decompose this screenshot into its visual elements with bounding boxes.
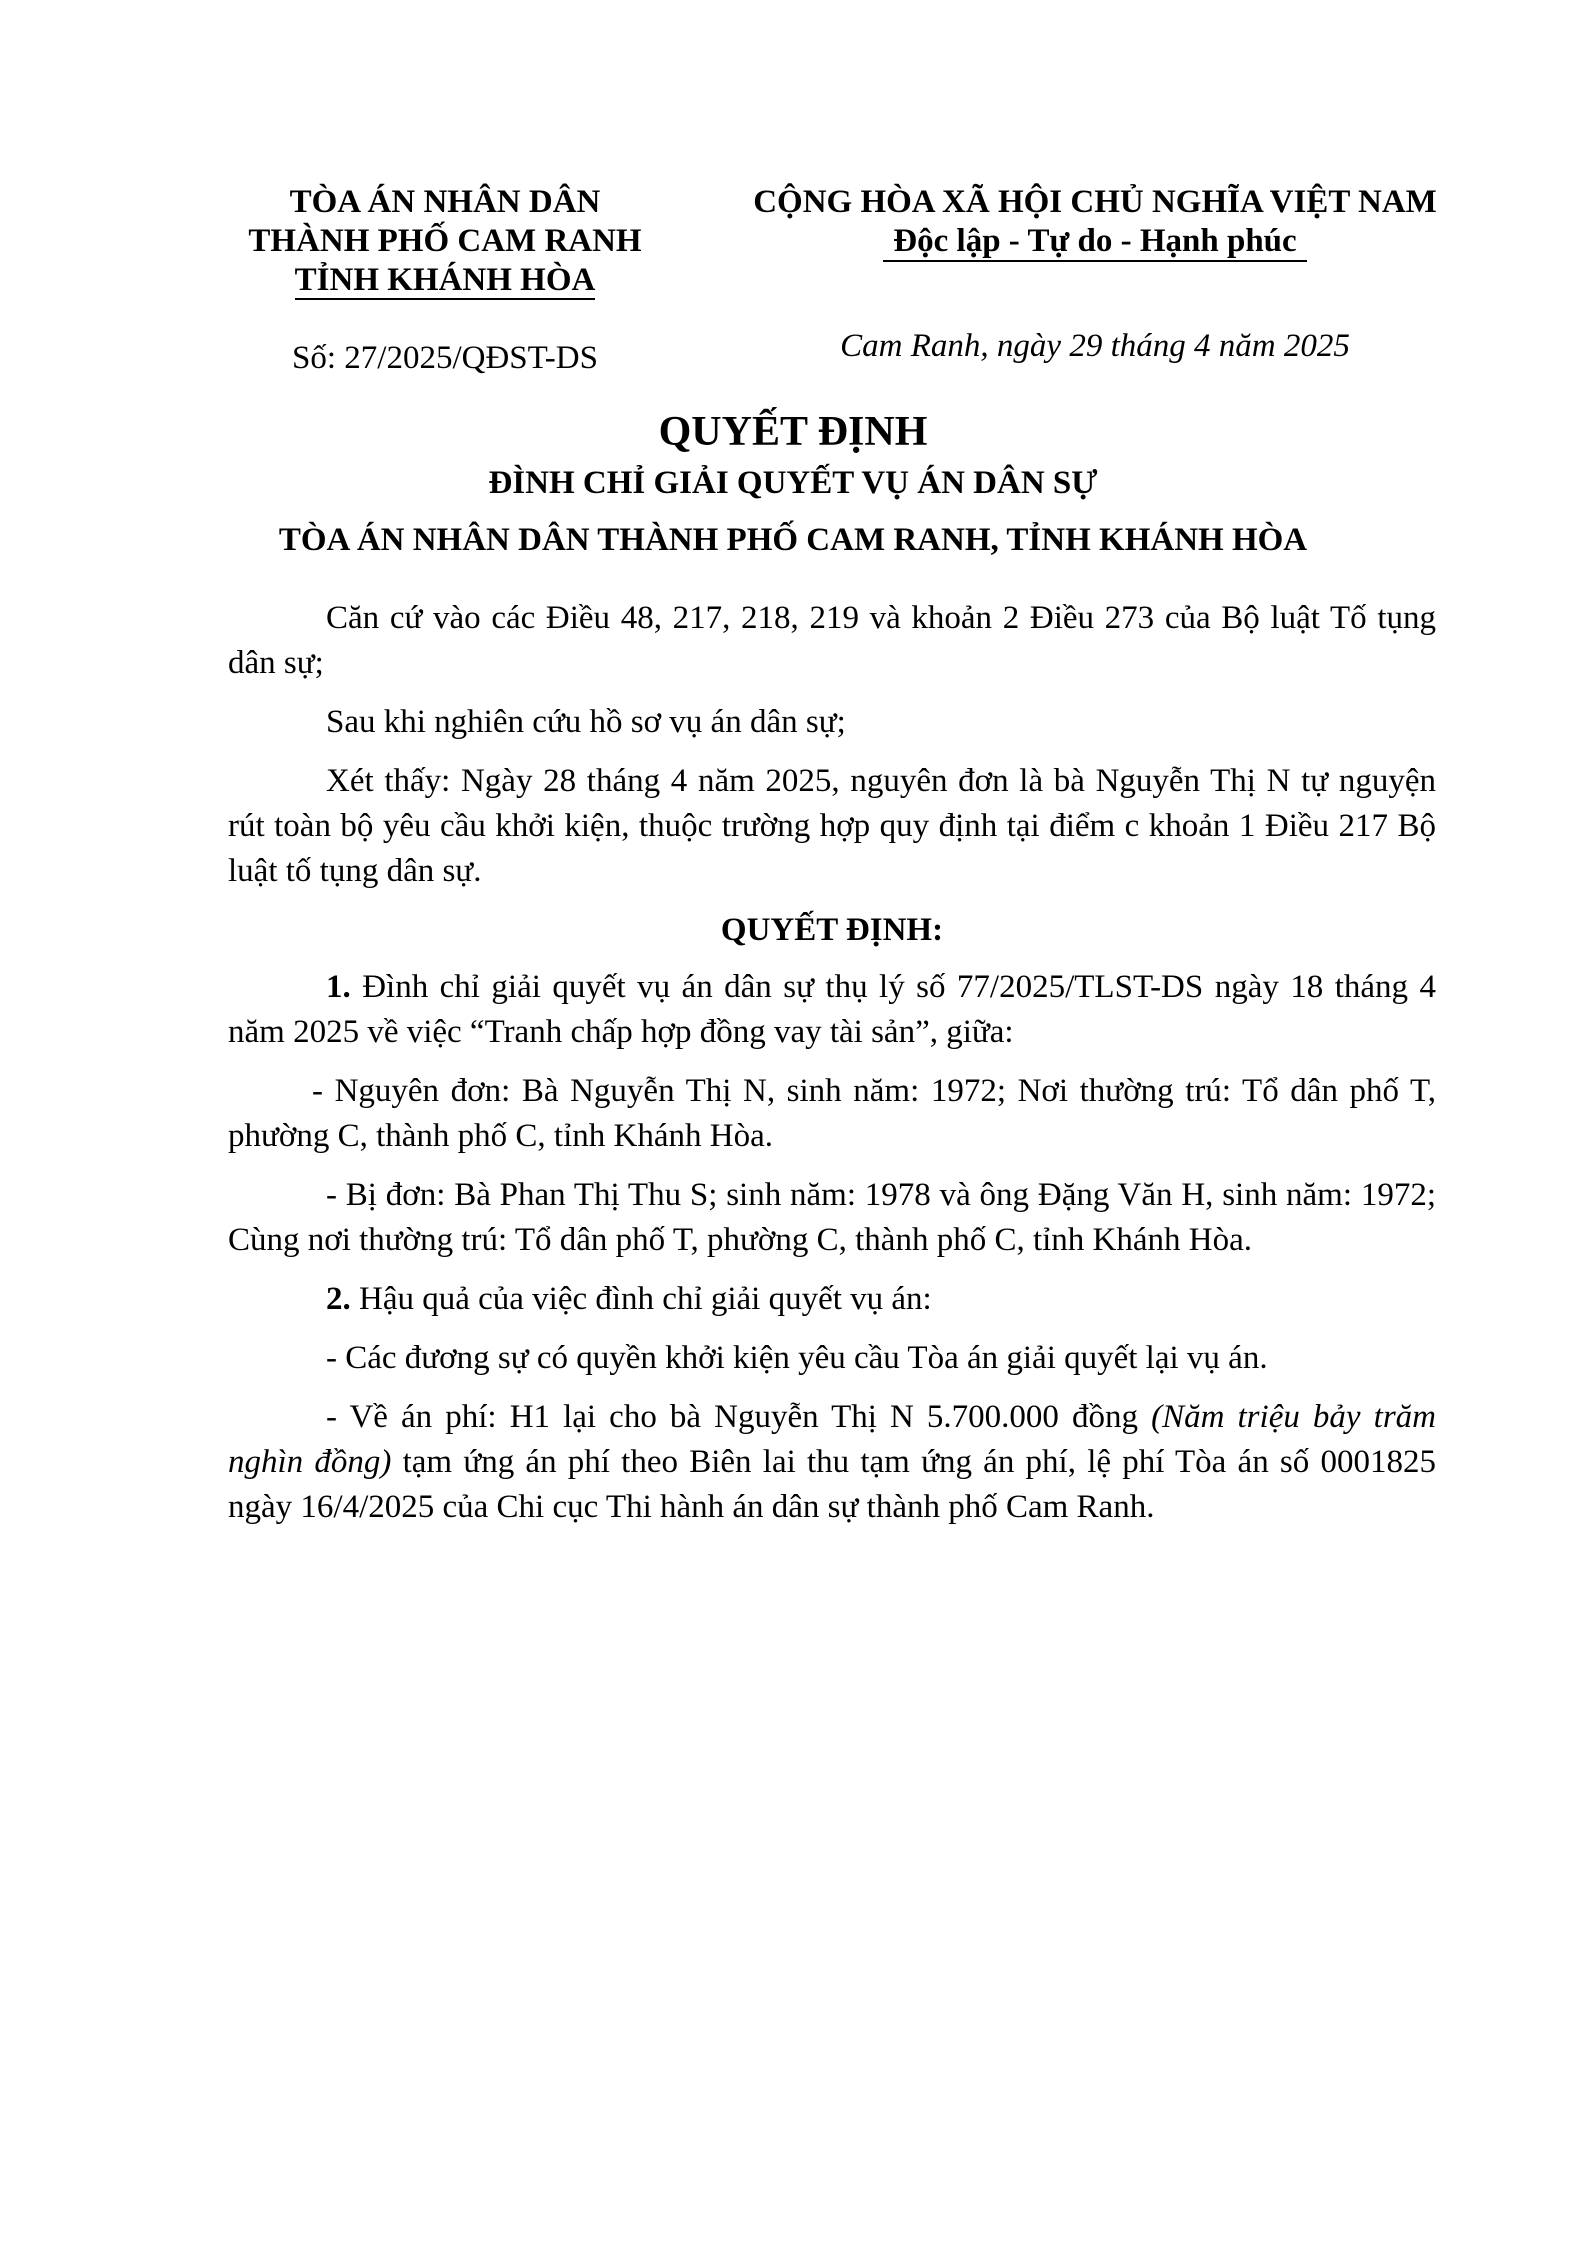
consequence-paragraph: - Các đương sự có quyền khởi kiện yêu cầu Tòa án giải quyết lại vụ án.	[326, 1340, 1268, 1376]
fee-amount-in-words: (Năm triệu bảy trăm nghìn đồng)	[228, 1399, 1436, 1480]
court-fee-paragraph	[228, 1395, 1436, 1530]
national-header	[700, 183, 1490, 262]
document-body	[228, 596, 1436, 1544]
national-motto: Độc lập - Tự do - Hạnh phúc	[883, 222, 1306, 262]
item-2-text: Hậu quả của việc đình chỉ giải quyết vụ án:	[350, 1281, 932, 1317]
defendant-paragraph: - Bị đơn: Bà Phan Thị Thu S; sinh năm: 1978 và ông Đặng Văn H, sinh năm: 1972; Cùng nơi thường trú: Tổ dân phố T, phường C, thành phố C, tỉnh Khánh Hòa.	[228, 1177, 1436, 1258]
issuing-court: TÒA ÁN NHÂN DÂN THÀNH PHỐ CAM RANH, TỈNH KHÁNH HÒA	[278, 522, 1308, 558]
fee-text-1: - Về án phí: H1 lại cho bà Nguyễn Thị N 5.700.000 đồng	[326, 1399, 1152, 1435]
item-1-number: 1.	[326, 969, 351, 1005]
document-number: Số: 27/2025/QĐST-DS	[292, 340, 598, 376]
decision-heading: QUYẾT ĐỊNH:	[720, 912, 944, 948]
court-header	[225, 183, 665, 300]
decision-item-1	[228, 965, 1436, 1055]
court-name-line-2: THÀNH PHỐ CAM RANH	[248, 223, 642, 259]
item-1-text: Đình chỉ giải quyết vụ án dân sự thụ lý số 77/2025/TLST-DS ngày 18 tháng 4 năm 2025 về việc “Tranh chấp hợp đồng vay tài sản”, giữa:	[228, 969, 1436, 1050]
court-name-line-3: TỈNH KHÁNH HÒA	[294, 262, 596, 298]
decision-item-2	[228, 1277, 1436, 1322]
plaintiff-paragraph: - Nguyên đơn: Bà Nguyễn Thị N, sinh năm: 1972; Nơi thường trú: Tổ dân phố T, phường C, thành phố C, tỉnh Khánh Hòa.	[228, 1073, 1436, 1154]
considering-paragraph: Xét thấy: Ngày 28 tháng 4 năm 2025, nguyên đơn là bà Nguyễn Thị N tự nguyện rút toàn bộ yêu cầu khởi kiện, thuộc trường hợp quy định tại điểm c khoản 1 Điều 217 Bộ luật tố tụng dân sự.	[228, 763, 1436, 889]
court-name-line-1: TÒA ÁN NHÂN DÂN	[289, 184, 601, 220]
place-and-date: Cam Ranh, ngày 29 tháng 4 năm 2025	[840, 328, 1350, 364]
item-2-number: 2.	[326, 1281, 351, 1317]
fee-text-2: tạm ứng án phí theo Biên lai thu tạm ứng án phí, lệ phí Tòa án số 0001825 ngày 16/4/2025 của Chi cục Thi hành án dân sự thành phố Cam Ranh.	[228, 1444, 1436, 1525]
country-name: CỘNG HÒA XÃ HỘI CHỦ NGHĨA VIỆT NAM	[753, 184, 1437, 220]
legal-basis-paragraph: Căn cứ vào các Điều 48, 217, 218, 219 và khoản 2 Điều 273 của Bộ luật Tố tụng dân sự;	[228, 600, 1436, 681]
research-paragraph: Sau khi nghiên cứu hồ sơ vụ án dân sự;	[326, 704, 846, 740]
document-subtitle: ĐÌNH CHỈ GIẢI QUYẾT VỤ ÁN DÂN SỰ	[488, 465, 1098, 501]
document-title: QUYẾT ĐỊNH	[658, 409, 928, 455]
